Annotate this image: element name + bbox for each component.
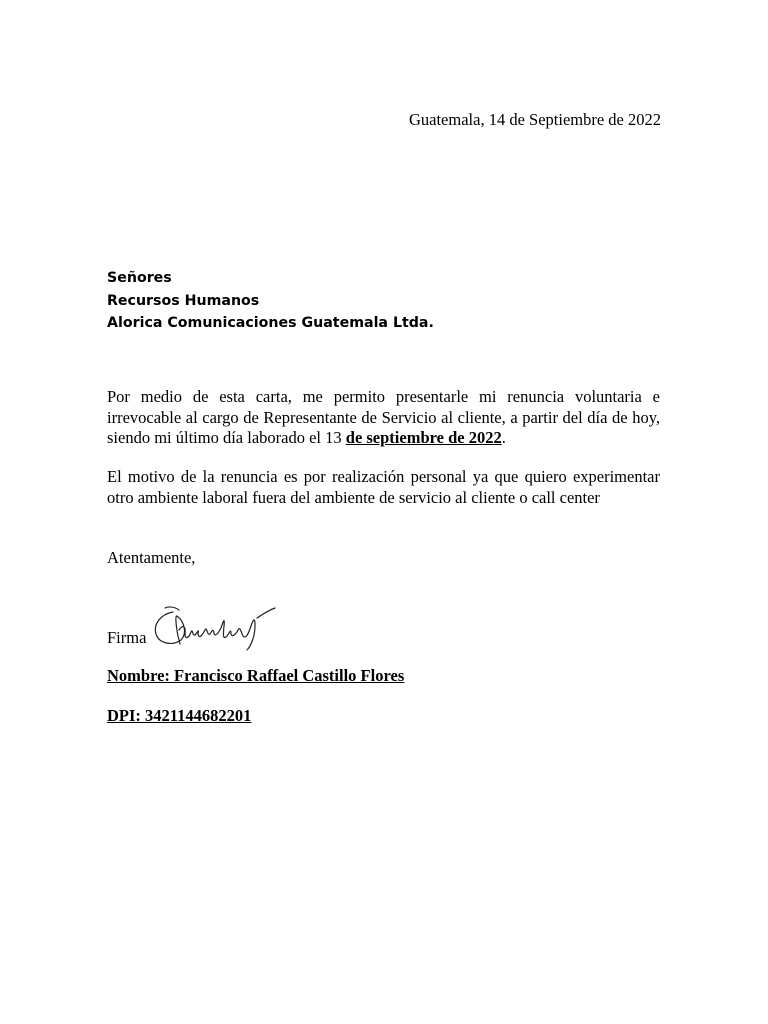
paragraph-1-text: Por medio de esta carta, me permito presentarle mi renuncia voluntaria e irrevocable al cargo de Representante de Servicio al cliente, a partir del día de hoy, siendo mi último día laborado el 13 (107, 387, 660, 448)
last-day-date: de septiembre de 2022 (345, 428, 502, 448)
paragraph-1-end: . (501, 428, 506, 448)
signer-dpi: DPI: 3421144682201 (107, 706, 252, 725)
signature-label: Firma (107, 628, 147, 647)
recipient-company: Alorica Comunicaciones Guatemala Ltda. (107, 315, 434, 331)
closing-text: Atentamente, (107, 548, 196, 567)
recipient-block (107, 267, 434, 335)
body-paragraph-1 (107, 387, 660, 449)
signer-name: Nombre: Francisco Raffael Castillo Flores (107, 666, 405, 685)
recipient-department: Recursos Humanos (107, 292, 260, 309)
body-paragraph-2: El motivo de la renuncia es por realización personal ya que quiero experimentar otro ambiente laboral fuera del ambiente de servicio al cliente o call center (107, 467, 660, 507)
letter-date: Guatemala, 14 de Septiembre de 2022 (408, 110, 661, 129)
recipient-salutation: Señores (107, 270, 172, 286)
handwritten-signature (151, 604, 281, 654)
